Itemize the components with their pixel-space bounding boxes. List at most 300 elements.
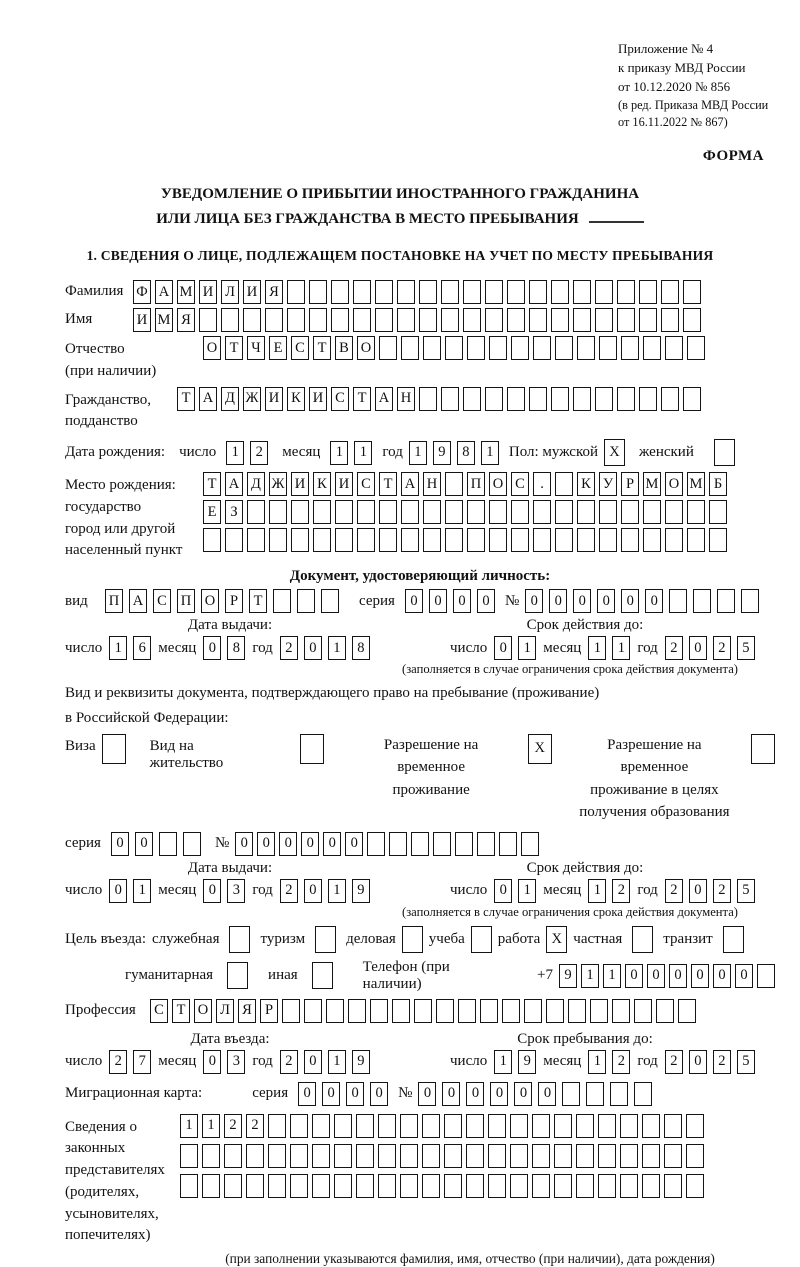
char-cell[interactable] xyxy=(334,1144,352,1168)
char-cell[interactable]: 1 xyxy=(202,1114,220,1138)
char-cell[interactable] xyxy=(467,500,485,524)
char-cell[interactable] xyxy=(620,1144,638,1168)
char-cell[interactable]: 1 xyxy=(180,1114,198,1138)
char-cell[interactable] xyxy=(661,387,679,411)
char-cell[interactable]: О xyxy=(194,999,212,1023)
char-cell[interactable]: 1 xyxy=(409,441,427,465)
char-cell[interactable]: 0 xyxy=(203,1050,221,1074)
char-cell[interactable]: 0 xyxy=(301,832,319,856)
char-cell[interactable] xyxy=(617,280,635,304)
char-cell[interactable] xyxy=(180,1174,198,1198)
char-cell[interactable] xyxy=(499,832,517,856)
char-cell[interactable]: 0 xyxy=(477,589,495,613)
char-cell[interactable]: Р xyxy=(260,999,278,1023)
char-cell[interactable] xyxy=(533,528,551,552)
char-cell[interactable] xyxy=(642,1144,660,1168)
char-cell[interactable] xyxy=(576,1174,594,1198)
char-cell[interactable]: 1 xyxy=(109,636,127,660)
char-cell[interactable] xyxy=(511,336,529,360)
char-cell[interactable] xyxy=(268,1114,286,1138)
char-cell[interactable] xyxy=(370,999,388,1023)
char-cell[interactable] xyxy=(269,528,287,552)
char-cell[interactable] xyxy=(419,280,437,304)
char-cell[interactable] xyxy=(375,308,393,332)
char-cell[interactable] xyxy=(510,1174,528,1198)
char-cell[interactable] xyxy=(529,308,547,332)
char-cell[interactable] xyxy=(291,528,309,552)
char-cell[interactable]: 0 xyxy=(203,879,221,903)
checkbox-other[interactable] xyxy=(312,962,333,989)
char-cell[interactable]: А xyxy=(129,589,147,613)
char-cell[interactable]: 0 xyxy=(345,832,363,856)
char-cell[interactable]: 0 xyxy=(597,589,615,613)
char-cell[interactable] xyxy=(639,387,657,411)
checkbox-visa[interactable] xyxy=(102,734,126,764)
char-cell[interactable] xyxy=(331,308,349,332)
char-cell[interactable] xyxy=(533,336,551,360)
char-cell[interactable] xyxy=(423,336,441,360)
char-cell[interactable] xyxy=(507,387,525,411)
char-cell[interactable]: 0 xyxy=(647,964,665,988)
char-cell[interactable]: Р xyxy=(225,589,243,613)
char-cell[interactable]: 9 xyxy=(352,879,370,903)
char-cell[interactable] xyxy=(586,1082,604,1106)
char-cell[interactable] xyxy=(661,308,679,332)
char-cell[interactable] xyxy=(353,280,371,304)
char-cell[interactable] xyxy=(621,336,639,360)
char-cell[interactable] xyxy=(665,528,683,552)
char-cell[interactable] xyxy=(356,1174,374,1198)
char-cell[interactable] xyxy=(312,1114,330,1138)
char-cell[interactable]: 0 xyxy=(109,879,127,903)
char-cell[interactable] xyxy=(665,500,683,524)
char-cell[interactable]: 0 xyxy=(689,1050,707,1074)
char-cell[interactable]: Л xyxy=(221,280,239,304)
char-cell[interactable] xyxy=(599,500,617,524)
char-cell[interactable]: О xyxy=(665,472,683,496)
char-cell[interactable] xyxy=(397,280,415,304)
char-cell[interactable]: Я xyxy=(177,308,195,332)
char-cell[interactable] xyxy=(639,280,657,304)
char-cell[interactable]: 5 xyxy=(737,1050,755,1074)
char-cell[interactable]: 1 xyxy=(518,636,536,660)
char-cell[interactable]: А xyxy=(375,387,393,411)
char-cell[interactable]: 2 xyxy=(280,636,298,660)
char-cell[interactable]: 8 xyxy=(227,636,245,660)
char-cell[interactable] xyxy=(401,336,419,360)
char-cell[interactable]: 5 xyxy=(737,636,755,660)
char-cell[interactable] xyxy=(287,308,305,332)
checkbox-work[interactable]: X xyxy=(546,926,567,953)
char-cell[interactable] xyxy=(595,308,613,332)
char-cell[interactable] xyxy=(709,500,727,524)
char-cell[interactable]: 1 xyxy=(588,1050,606,1074)
char-cell[interactable]: Я xyxy=(265,280,283,304)
char-cell[interactable] xyxy=(321,589,339,613)
char-cell[interactable] xyxy=(312,1174,330,1198)
char-cell[interactable]: 2 xyxy=(713,1050,731,1074)
char-cell[interactable] xyxy=(639,308,657,332)
char-cell[interactable]: 0 xyxy=(298,1082,316,1106)
char-cell[interactable]: И xyxy=(133,308,151,332)
char-cell[interactable]: 1 xyxy=(133,879,151,903)
char-cell[interactable] xyxy=(183,832,201,856)
char-cell[interactable] xyxy=(573,280,591,304)
char-cell[interactable] xyxy=(297,589,315,613)
checkbox-transit[interactable] xyxy=(723,926,744,953)
char-cell[interactable] xyxy=(422,1114,440,1138)
char-cell[interactable] xyxy=(441,308,459,332)
char-cell[interactable]: 0 xyxy=(135,832,153,856)
char-cell[interactable]: 9 xyxy=(559,964,577,988)
char-cell[interactable]: Р xyxy=(621,472,639,496)
char-cell[interactable]: 0 xyxy=(203,636,221,660)
char-cell[interactable]: Ж xyxy=(269,472,287,496)
char-cell[interactable] xyxy=(532,1114,550,1138)
char-cell[interactable]: Т xyxy=(313,336,331,360)
char-cell[interactable] xyxy=(687,528,705,552)
char-cell[interactable]: Ф xyxy=(133,280,151,304)
char-cell[interactable]: 0 xyxy=(322,1082,340,1106)
char-cell[interactable]: 0 xyxy=(490,1082,508,1106)
checkbox-temp-residence[interactable]: X xyxy=(528,734,552,764)
char-cell[interactable] xyxy=(511,528,529,552)
char-cell[interactable] xyxy=(617,308,635,332)
char-cell[interactable] xyxy=(367,832,385,856)
char-cell[interactable] xyxy=(489,500,507,524)
char-cell[interactable] xyxy=(595,280,613,304)
char-cell[interactable]: 1 xyxy=(354,441,372,465)
char-cell[interactable] xyxy=(533,500,551,524)
char-cell[interactable] xyxy=(313,528,331,552)
char-cell[interactable]: Т xyxy=(172,999,190,1023)
char-cell[interactable] xyxy=(312,1144,330,1168)
char-cell[interactable] xyxy=(291,500,309,524)
char-cell[interactable] xyxy=(551,308,569,332)
char-cell[interactable]: 0 xyxy=(346,1082,364,1106)
checkbox-business[interactable] xyxy=(402,926,423,953)
char-cell[interactable] xyxy=(335,500,353,524)
char-cell[interactable]: 2 xyxy=(280,879,298,903)
char-cell[interactable] xyxy=(599,528,617,552)
char-cell[interactable] xyxy=(717,589,735,613)
char-cell[interactable] xyxy=(488,1114,506,1138)
char-cell[interactable]: 0 xyxy=(549,589,567,613)
char-cell[interactable] xyxy=(445,500,463,524)
char-cell[interactable] xyxy=(199,308,217,332)
char-cell[interactable]: 6 xyxy=(133,636,151,660)
char-cell[interactable]: 1 xyxy=(481,441,499,465)
char-cell[interactable] xyxy=(683,280,701,304)
char-cell[interactable] xyxy=(621,500,639,524)
char-cell[interactable]: 0 xyxy=(713,964,731,988)
char-cell[interactable] xyxy=(400,1144,418,1168)
char-cell[interactable]: К xyxy=(313,472,331,496)
char-cell[interactable]: М xyxy=(177,280,195,304)
char-cell[interactable] xyxy=(309,308,327,332)
char-cell[interactable] xyxy=(356,1114,374,1138)
char-cell[interactable] xyxy=(678,999,696,1023)
char-cell[interactable]: Д xyxy=(221,387,239,411)
char-cell[interactable]: 0 xyxy=(442,1082,460,1106)
char-cell[interactable]: 0 xyxy=(304,879,322,903)
char-cell[interactable] xyxy=(576,1144,594,1168)
char-cell[interactable] xyxy=(621,528,639,552)
char-cell[interactable] xyxy=(634,999,652,1023)
char-cell[interactable]: С xyxy=(511,472,529,496)
char-cell[interactable] xyxy=(555,528,573,552)
char-cell[interactable] xyxy=(664,1114,682,1138)
char-cell[interactable] xyxy=(693,589,711,613)
char-cell[interactable] xyxy=(661,280,679,304)
char-cell[interactable]: Т xyxy=(225,336,243,360)
checkbox-private[interactable] xyxy=(632,926,653,953)
char-cell[interactable] xyxy=(524,999,542,1023)
char-cell[interactable]: 2 xyxy=(713,879,731,903)
char-cell[interactable]: М xyxy=(643,472,661,496)
char-cell[interactable] xyxy=(532,1144,550,1168)
char-cell[interactable]: 1 xyxy=(588,636,606,660)
char-cell[interactable]: Н xyxy=(397,387,415,411)
char-cell[interactable] xyxy=(612,999,630,1023)
char-cell[interactable]: 0 xyxy=(235,832,253,856)
char-cell[interactable] xyxy=(401,500,419,524)
char-cell[interactable] xyxy=(683,387,701,411)
char-cell[interactable] xyxy=(203,528,221,552)
char-cell[interactable] xyxy=(598,1114,616,1138)
char-cell[interactable] xyxy=(577,336,595,360)
char-cell[interactable] xyxy=(400,1114,418,1138)
char-cell[interactable] xyxy=(224,1144,242,1168)
char-cell[interactable] xyxy=(467,528,485,552)
char-cell[interactable] xyxy=(687,336,705,360)
char-cell[interactable] xyxy=(436,999,454,1023)
char-cell[interactable] xyxy=(445,336,463,360)
char-cell[interactable] xyxy=(599,336,617,360)
char-cell[interactable]: 0 xyxy=(669,964,687,988)
char-cell[interactable] xyxy=(414,999,432,1023)
char-cell[interactable] xyxy=(546,999,564,1023)
char-cell[interactable] xyxy=(290,1144,308,1168)
char-cell[interactable]: 9 xyxy=(518,1050,536,1074)
char-cell[interactable]: 1 xyxy=(328,879,346,903)
char-cell[interactable] xyxy=(331,280,349,304)
char-cell[interactable] xyxy=(568,999,586,1023)
char-cell[interactable]: 0 xyxy=(323,832,341,856)
char-cell[interactable]: Ч xyxy=(247,336,265,360)
char-cell[interactable] xyxy=(389,832,407,856)
char-cell[interactable]: 0 xyxy=(257,832,275,856)
char-cell[interactable]: 1 xyxy=(226,441,244,465)
char-cell[interactable]: З xyxy=(225,500,243,524)
char-cell[interactable] xyxy=(375,280,393,304)
char-cell[interactable]: И xyxy=(199,280,217,304)
char-cell[interactable] xyxy=(617,387,635,411)
char-cell[interactable] xyxy=(489,336,507,360)
char-cell[interactable] xyxy=(683,308,701,332)
char-cell[interactable]: И xyxy=(309,387,327,411)
char-cell[interactable]: К xyxy=(287,387,305,411)
char-cell[interactable] xyxy=(309,280,327,304)
char-cell[interactable] xyxy=(243,308,261,332)
char-cell[interactable] xyxy=(757,964,775,988)
char-cell[interactable]: М xyxy=(687,472,705,496)
char-cell[interactable] xyxy=(555,472,573,496)
char-cell[interactable] xyxy=(554,1144,572,1168)
char-cell[interactable]: 9 xyxy=(433,441,451,465)
char-cell[interactable] xyxy=(441,280,459,304)
char-cell[interactable] xyxy=(463,387,481,411)
char-cell[interactable] xyxy=(634,1082,652,1106)
char-cell[interactable] xyxy=(225,528,243,552)
char-cell[interactable] xyxy=(643,500,661,524)
char-cell[interactable] xyxy=(268,1144,286,1168)
char-cell[interactable]: 1 xyxy=(603,964,621,988)
char-cell[interactable]: 2 xyxy=(280,1050,298,1074)
char-cell[interactable]: П xyxy=(467,472,485,496)
char-cell[interactable] xyxy=(379,500,397,524)
char-cell[interactable] xyxy=(202,1174,220,1198)
char-cell[interactable] xyxy=(642,1114,660,1138)
char-cell[interactable] xyxy=(433,832,451,856)
char-cell[interactable]: А xyxy=(199,387,217,411)
char-cell[interactable]: П xyxy=(105,589,123,613)
char-cell[interactable]: 1 xyxy=(328,636,346,660)
char-cell[interactable] xyxy=(441,387,459,411)
char-cell[interactable]: 2 xyxy=(665,1050,683,1074)
char-cell[interactable] xyxy=(488,1144,506,1168)
char-cell[interactable] xyxy=(466,1114,484,1138)
char-cell[interactable]: 0 xyxy=(689,636,707,660)
char-cell[interactable]: Т xyxy=(379,472,397,496)
char-cell[interactable]: И xyxy=(335,472,353,496)
char-cell[interactable]: Ж xyxy=(243,387,261,411)
char-cell[interactable]: И xyxy=(291,472,309,496)
char-cell[interactable]: 0 xyxy=(453,589,471,613)
char-cell[interactable] xyxy=(507,280,525,304)
char-cell[interactable] xyxy=(463,308,481,332)
char-cell[interactable] xyxy=(159,832,177,856)
char-cell[interactable] xyxy=(529,387,547,411)
char-cell[interactable] xyxy=(620,1174,638,1198)
char-cell[interactable]: 1 xyxy=(328,1050,346,1074)
char-cell[interactable] xyxy=(273,589,291,613)
char-cell[interactable] xyxy=(392,999,410,1023)
char-cell[interactable]: . xyxy=(533,472,551,496)
char-cell[interactable]: 0 xyxy=(494,636,512,660)
char-cell[interactable] xyxy=(463,280,481,304)
char-cell[interactable] xyxy=(598,1144,616,1168)
char-cell[interactable]: Т xyxy=(249,589,267,613)
char-cell[interactable]: 0 xyxy=(405,589,423,613)
char-cell[interactable] xyxy=(554,1174,572,1198)
char-cell[interactable]: 0 xyxy=(279,832,297,856)
char-cell[interactable] xyxy=(502,999,520,1023)
char-cell[interactable]: 2 xyxy=(246,1114,264,1138)
char-cell[interactable] xyxy=(466,1144,484,1168)
char-cell[interactable]: 0 xyxy=(304,636,322,660)
char-cell[interactable]: 9 xyxy=(352,1050,370,1074)
char-cell[interactable] xyxy=(401,528,419,552)
char-cell[interactable]: М xyxy=(155,308,173,332)
char-cell[interactable]: 2 xyxy=(612,879,630,903)
char-cell[interactable] xyxy=(246,1174,264,1198)
char-cell[interactable] xyxy=(419,387,437,411)
char-cell[interactable]: 0 xyxy=(111,832,129,856)
char-cell[interactable]: Т xyxy=(203,472,221,496)
char-cell[interactable] xyxy=(529,280,547,304)
char-cell[interactable] xyxy=(485,280,503,304)
char-cell[interactable]: Е xyxy=(203,500,221,524)
char-cell[interactable]: А xyxy=(155,280,173,304)
char-cell[interactable] xyxy=(573,308,591,332)
char-cell[interactable]: 0 xyxy=(538,1082,556,1106)
char-cell[interactable] xyxy=(467,336,485,360)
char-cell[interactable] xyxy=(353,308,371,332)
char-cell[interactable]: 1 xyxy=(588,879,606,903)
char-cell[interactable]: 0 xyxy=(573,589,591,613)
char-cell[interactable]: 0 xyxy=(418,1082,436,1106)
char-cell[interactable] xyxy=(269,500,287,524)
char-cell[interactable] xyxy=(334,1174,352,1198)
char-cell[interactable]: 8 xyxy=(457,441,475,465)
checkbox-official[interactable] xyxy=(229,926,250,953)
char-cell[interactable] xyxy=(741,589,759,613)
char-cell[interactable] xyxy=(445,472,463,496)
char-cell[interactable] xyxy=(422,1174,440,1198)
char-cell[interactable]: В xyxy=(335,336,353,360)
char-cell[interactable]: 0 xyxy=(735,964,753,988)
char-cell[interactable]: 2 xyxy=(250,441,268,465)
char-cell[interactable] xyxy=(247,528,265,552)
char-cell[interactable] xyxy=(686,1144,704,1168)
char-cell[interactable] xyxy=(445,528,463,552)
char-cell[interactable] xyxy=(485,387,503,411)
char-cell[interactable] xyxy=(620,1114,638,1138)
char-cell[interactable] xyxy=(555,336,573,360)
char-cell[interactable] xyxy=(488,1174,506,1198)
char-cell[interactable]: 2 xyxy=(612,1050,630,1074)
char-cell[interactable] xyxy=(562,1082,580,1106)
char-cell[interactable]: И xyxy=(243,280,261,304)
checkbox-tourism[interactable] xyxy=(315,926,336,953)
char-cell[interactable]: О xyxy=(489,472,507,496)
char-cell[interactable] xyxy=(521,832,539,856)
char-cell[interactable] xyxy=(397,308,415,332)
char-cell[interactable]: 2 xyxy=(665,879,683,903)
char-cell[interactable]: О xyxy=(357,336,375,360)
char-cell[interactable] xyxy=(444,1174,462,1198)
char-cell[interactable]: С xyxy=(357,472,375,496)
char-cell[interactable] xyxy=(265,308,283,332)
char-cell[interactable] xyxy=(489,528,507,552)
char-cell[interactable] xyxy=(419,308,437,332)
char-cell[interactable] xyxy=(551,387,569,411)
char-cell[interactable] xyxy=(466,1174,484,1198)
char-cell[interactable] xyxy=(379,528,397,552)
char-cell[interactable] xyxy=(422,1144,440,1168)
char-cell[interactable] xyxy=(664,1174,682,1198)
char-cell[interactable]: Т xyxy=(177,387,195,411)
char-cell[interactable] xyxy=(664,1144,682,1168)
char-cell[interactable] xyxy=(444,1144,462,1168)
char-cell[interactable]: 8 xyxy=(352,636,370,660)
char-cell[interactable] xyxy=(379,336,397,360)
char-cell[interactable]: О xyxy=(201,589,219,613)
char-cell[interactable]: О xyxy=(203,336,221,360)
char-cell[interactable] xyxy=(287,280,305,304)
char-cell[interactable] xyxy=(510,1114,528,1138)
